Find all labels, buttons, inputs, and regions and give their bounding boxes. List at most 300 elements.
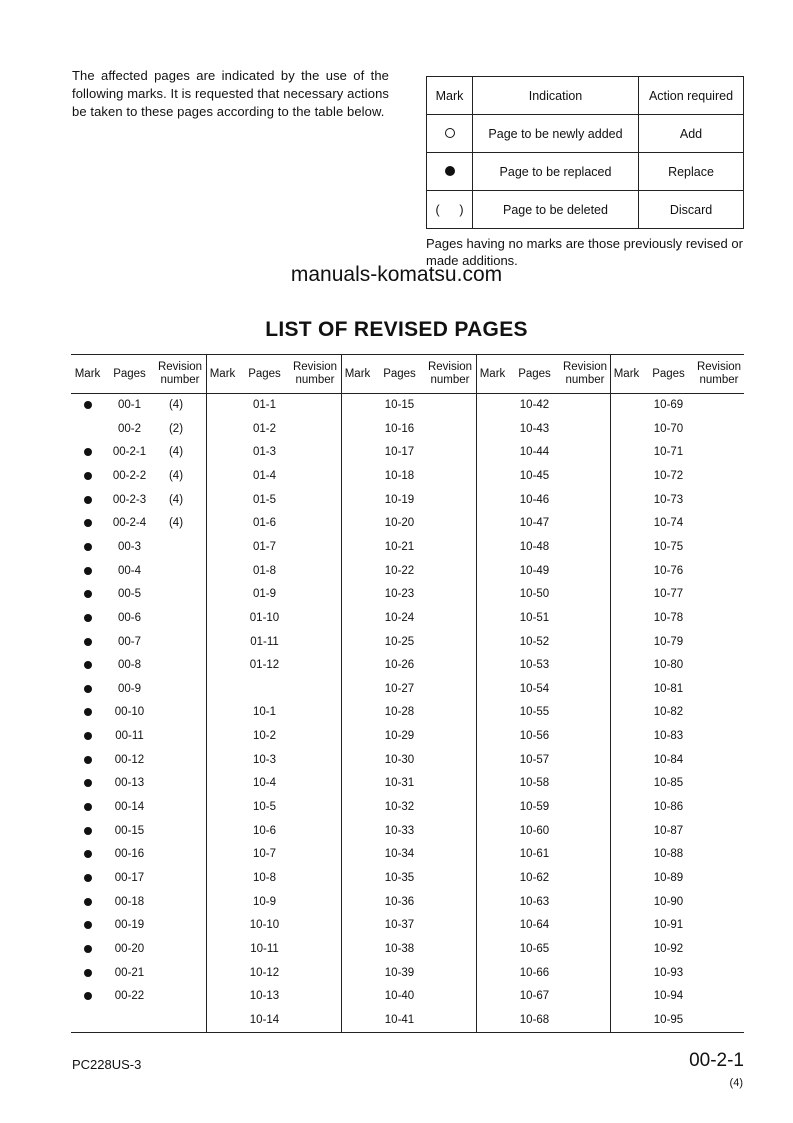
replaced-mark-icon xyxy=(84,898,92,906)
page-cell: 01-10 xyxy=(249,611,280,624)
page-cell: 00-11 xyxy=(115,730,144,743)
page-cell: 00-18 xyxy=(114,895,145,908)
page-cell: 10-94 xyxy=(653,990,684,1003)
page-cell: 00-12 xyxy=(114,753,145,766)
page-cell: 10-55 xyxy=(519,706,550,719)
revision-cell xyxy=(560,608,602,628)
legend-indication: Page to be newly added xyxy=(473,115,639,153)
revision-cell xyxy=(290,561,332,581)
revision-cell xyxy=(290,939,332,959)
revision-cell xyxy=(694,963,736,983)
revision-cell xyxy=(694,726,736,746)
revision-cell xyxy=(560,821,602,841)
page-cell: 10-24 xyxy=(384,611,415,624)
page-cell: 10-22 xyxy=(384,564,415,577)
page-cell: 10-20 xyxy=(384,517,415,530)
revision-cell xyxy=(560,750,602,770)
page-cell: 10-76 xyxy=(653,564,684,577)
revision-cell xyxy=(290,466,332,486)
page-cell: 10-51 xyxy=(519,611,550,624)
page-cell: 10-12 xyxy=(249,966,280,979)
revision-cell xyxy=(560,773,602,793)
column-group-divider xyxy=(341,355,342,1032)
page-cell xyxy=(104,1010,155,1030)
page-cell: 00-13 xyxy=(114,777,145,790)
revision-cell xyxy=(155,773,197,793)
revision-cell xyxy=(694,537,736,557)
header-rev: Revision number xyxy=(292,361,338,386)
page-cell: 10-61 xyxy=(519,848,550,861)
open-circle-icon xyxy=(445,128,455,138)
replaced-mark-icon xyxy=(84,496,92,504)
page-cell: 10-58 xyxy=(519,777,550,790)
page-cell: 10-40 xyxy=(384,990,415,1003)
page-cell: 00-2-1 xyxy=(112,446,147,459)
revision-cell xyxy=(694,490,736,510)
revision-cell xyxy=(290,844,332,864)
replaced-mark-icon xyxy=(84,401,92,409)
legend-header-mark: Mark xyxy=(427,77,473,115)
page-cell: 10-62 xyxy=(519,872,550,884)
revision-cell xyxy=(155,939,197,959)
revision-cell: (2) xyxy=(168,422,184,435)
legend-note: Pages having no marks are those previously revised or made additions. xyxy=(426,236,743,268)
model-name: PC228US-3 xyxy=(72,1057,142,1072)
revision-cell xyxy=(560,513,602,533)
revision-cell xyxy=(694,773,736,793)
column-group-divider xyxy=(610,355,611,1032)
page-cell: 10-60 xyxy=(519,824,550,837)
header-pages: Pages xyxy=(248,367,281,380)
revision-cell xyxy=(425,939,467,959)
revision-cell xyxy=(425,773,467,793)
paren-left: ( xyxy=(435,202,440,217)
revision-cell: (4) xyxy=(168,517,184,530)
replaced-mark-icon xyxy=(84,969,92,977)
revision-cell xyxy=(560,844,602,864)
revision-cell xyxy=(155,726,197,746)
revision-cell xyxy=(155,608,197,628)
revision-cell xyxy=(155,561,197,581)
page-cell: 10-35 xyxy=(384,872,415,884)
revision-cell xyxy=(155,1010,197,1030)
page-cell: 10-79 xyxy=(653,635,684,648)
page-cell: 10-50 xyxy=(519,588,550,601)
page-cell: 10-39 xyxy=(384,966,415,979)
revision-cell xyxy=(694,1010,736,1030)
page-cell: 10-92 xyxy=(653,942,684,955)
page-cell: 10-17 xyxy=(384,446,415,459)
page-cell: 00-14 xyxy=(114,801,145,814)
revision-cell xyxy=(425,632,467,652)
header-pages: Pages xyxy=(518,367,551,380)
revision-cell xyxy=(425,726,467,746)
page-cell: 10-9 xyxy=(252,895,277,908)
revision-cell xyxy=(290,608,332,628)
revision-cell xyxy=(155,986,197,1006)
page-cell: 10-38 xyxy=(384,942,415,955)
revision-cell xyxy=(290,1010,332,1030)
page-cell: 10-86 xyxy=(653,801,684,814)
revision-cell xyxy=(290,419,332,439)
header-rev: Revision number xyxy=(562,361,608,386)
revision-cell xyxy=(694,679,736,699)
replaced-mark-icon xyxy=(84,638,92,646)
page-cell: 10-15 xyxy=(384,399,415,411)
page-cell: 10-10 xyxy=(249,919,280,932)
page-cell: 10-85 xyxy=(653,777,684,790)
revision-cell xyxy=(290,963,332,983)
watermark-text: manuals-komatsu.com xyxy=(290,263,503,286)
revision-cell xyxy=(694,561,736,581)
revision-cell xyxy=(694,986,736,1006)
revision-cell xyxy=(290,726,332,746)
page-cell: 00-19 xyxy=(114,919,145,932)
page-cell: 10-56 xyxy=(519,730,550,743)
revision-cell xyxy=(560,868,602,888)
page-cell: 10-74 xyxy=(653,517,684,530)
revision-cell xyxy=(290,868,332,888)
page-cell: 10-8 xyxy=(252,872,277,884)
replaced-mark-icon xyxy=(84,921,92,929)
page-cell: 10-81 xyxy=(653,682,684,695)
page-cell: 10-67 xyxy=(519,990,550,1003)
page-cell: 00-8 xyxy=(117,659,142,672)
replaced-mark-icon xyxy=(84,661,92,669)
page-cell: 10-71 xyxy=(653,446,684,459)
legend-mark-cell xyxy=(427,115,473,153)
page-cell: 10-95 xyxy=(653,1013,684,1026)
header-mark: Mark xyxy=(344,367,371,380)
revision-cell xyxy=(560,466,602,486)
replaced-mark-icon xyxy=(84,708,92,716)
revision-cell xyxy=(425,915,467,935)
revision-cell xyxy=(425,844,467,864)
revision-cell xyxy=(425,537,467,557)
header-pages: Pages xyxy=(383,367,416,380)
revision-cell xyxy=(155,584,197,604)
header-pages: Pages xyxy=(113,367,146,380)
page-cell: 10-11 xyxy=(250,942,279,955)
revision-cell xyxy=(290,821,332,841)
page-cell: 10-45 xyxy=(519,469,550,482)
revision-cell xyxy=(560,797,602,817)
revision-cell xyxy=(694,844,736,864)
page-cell: 01-11 xyxy=(250,635,279,648)
page-cell: 01-1 xyxy=(252,399,277,411)
revision-cell xyxy=(694,632,736,652)
replaced-mark-icon xyxy=(84,614,92,622)
revision-cell xyxy=(155,844,197,864)
page-cell: 10-31 xyxy=(384,777,415,790)
page-cell: 01-7 xyxy=(252,540,277,553)
revision-cell xyxy=(290,679,332,699)
parentheses-mark xyxy=(436,203,464,217)
page-cell: 10-14 xyxy=(249,1013,280,1026)
revision-cell xyxy=(694,892,736,912)
revision-cell xyxy=(290,632,332,652)
marks-legend-table xyxy=(426,76,744,229)
page-cell: 00-2 xyxy=(117,422,142,435)
revision-cell xyxy=(155,868,197,888)
revision-cell xyxy=(425,1010,467,1030)
revision-cell xyxy=(694,442,736,462)
revision-cell xyxy=(155,702,197,722)
page-cell: 10-84 xyxy=(653,753,684,766)
revision-cell xyxy=(694,821,736,841)
page-cell: 00-5 xyxy=(117,588,142,601)
header-rev: Revision number xyxy=(157,361,203,386)
revision-cell xyxy=(560,915,602,935)
page-cell: 10-70 xyxy=(653,422,684,435)
page-cell: 10-65 xyxy=(519,942,550,955)
replaced-mark-icon xyxy=(84,732,92,740)
legend-row-replace xyxy=(427,153,744,191)
page-cell: 10-26 xyxy=(384,659,415,672)
revision-cell xyxy=(290,490,332,510)
revision-cell xyxy=(560,632,602,652)
legend-mark-cell xyxy=(427,153,473,191)
header-rev: Revision number xyxy=(427,361,473,386)
page-cell: 10-77 xyxy=(653,588,684,601)
revision-cell xyxy=(425,797,467,817)
revision-cell xyxy=(694,915,736,935)
page-cell: 10-93 xyxy=(653,966,684,979)
page-cell: 10-88 xyxy=(653,848,684,861)
page-cell: 10-4 xyxy=(252,777,277,790)
revision-cell xyxy=(425,608,467,628)
revision-cell xyxy=(290,702,332,722)
page-cell: 10-1 xyxy=(252,706,277,719)
revision-cell: (4) xyxy=(168,399,184,411)
revision-cell xyxy=(560,986,602,1006)
revision-cell xyxy=(290,986,332,1006)
page-cell: 00-9 xyxy=(117,682,142,695)
page-cell: 01-9 xyxy=(252,588,277,601)
replaced-mark-icon xyxy=(84,685,92,693)
paren-right: ) xyxy=(459,202,464,217)
revision-cell xyxy=(425,821,467,841)
page-cell: 10-7 xyxy=(252,848,277,861)
revision-cell xyxy=(560,537,602,557)
page-cell: 10-48 xyxy=(519,540,550,553)
page-cell: 10-47 xyxy=(519,517,550,530)
revision-cell xyxy=(425,868,467,888)
revision-cell xyxy=(560,442,602,462)
replaced-mark-icon xyxy=(84,827,92,835)
revision-cell xyxy=(694,939,736,959)
page-cell: 10-36 xyxy=(384,895,415,908)
page-cell: 00-6 xyxy=(117,611,142,624)
page-cell: 10-53 xyxy=(519,659,550,672)
filled-circle-icon xyxy=(445,166,455,176)
page-cell: 10-80 xyxy=(653,659,684,672)
page-cell: 10-21 xyxy=(384,540,415,553)
page-cell: 00-17 xyxy=(114,872,145,884)
revision-cell xyxy=(155,892,197,912)
revision-cell xyxy=(694,419,736,439)
revision-cell xyxy=(694,702,736,722)
legend-action: Replace xyxy=(639,153,744,191)
page-cell: 10-5 xyxy=(252,801,277,814)
replaced-mark-icon xyxy=(84,543,92,551)
page-title: LIST OF REVISED PAGES xyxy=(265,318,528,341)
revision-cell xyxy=(560,1010,602,1030)
revision-cell xyxy=(425,986,467,1006)
replaced-mark-icon xyxy=(84,590,92,598)
revision-cell xyxy=(560,939,602,959)
legend-indication: Page to be replaced xyxy=(473,153,639,191)
page-cell: 01-12 xyxy=(249,659,280,672)
revision-cell xyxy=(560,395,602,415)
page-cell: 10-41 xyxy=(384,1013,415,1026)
revision-cell xyxy=(694,608,736,628)
page-cell: 10-75 xyxy=(653,540,684,553)
page-cell: 10-34 xyxy=(384,848,415,861)
revision-cell xyxy=(290,773,332,793)
header-mark: Mark xyxy=(209,367,236,380)
page-cell: 00-2-2 xyxy=(112,469,147,482)
page-cell: 10-37 xyxy=(384,919,415,932)
revision-cell xyxy=(694,868,736,888)
revision-cell xyxy=(425,561,467,581)
page-cell: 00-3 xyxy=(117,540,142,553)
revision-cell xyxy=(560,655,602,675)
page-cell: 10-6 xyxy=(252,824,277,837)
column-group-divider xyxy=(206,355,207,1032)
revision-cell xyxy=(560,679,602,699)
legend-header-action: Action required xyxy=(639,77,744,115)
replaced-mark-icon xyxy=(84,519,92,527)
page-cell: 10-43 xyxy=(519,422,550,435)
revision-cell xyxy=(560,892,602,912)
page-cell: 00-7 xyxy=(117,635,142,648)
replaced-mark-icon xyxy=(84,992,92,1000)
revision-cell xyxy=(290,655,332,675)
page-cell: 10-27 xyxy=(384,682,415,695)
page-cell: 10-13 xyxy=(249,990,280,1003)
page-cell: 10-29 xyxy=(384,730,415,743)
page-cell: 10-83 xyxy=(653,730,684,743)
header-mark: Mark xyxy=(479,367,506,380)
page-cell: 10-63 xyxy=(519,895,550,908)
revision-cell: (4) xyxy=(168,469,184,482)
page-cell: 10-42 xyxy=(519,399,550,411)
revision-cell xyxy=(425,679,467,699)
page-cell: 10-57 xyxy=(519,753,550,766)
revised-pages-table xyxy=(71,354,744,1033)
page-cell: 10-87 xyxy=(653,824,684,837)
revision-cell xyxy=(560,702,602,722)
page-cell: 10-44 xyxy=(519,446,550,459)
legend-action: Discard xyxy=(639,191,744,229)
revision-cell xyxy=(560,963,602,983)
replaced-mark-icon xyxy=(84,567,92,575)
page-cell: 10-3 xyxy=(252,753,277,766)
revision-cell xyxy=(425,419,467,439)
revision-cell xyxy=(290,513,332,533)
page-cell: 10-66 xyxy=(519,966,550,979)
page-cell: 10-68 xyxy=(519,1013,550,1026)
revision-cell xyxy=(694,655,736,675)
page-cell: 01-3 xyxy=(252,446,277,459)
page-revision: (4) xyxy=(729,1077,743,1089)
page-cell: 10-23 xyxy=(384,588,415,601)
revision-cell xyxy=(560,490,602,510)
revision-cell xyxy=(290,892,332,912)
page-cell: 01-6 xyxy=(252,517,277,530)
page-cell: 00-21 xyxy=(114,966,145,979)
revision-cell xyxy=(155,632,197,652)
page-cell: 10-54 xyxy=(519,682,550,695)
revision-cell xyxy=(290,395,332,415)
page-cell: 01-5 xyxy=(252,493,277,506)
revision-cell xyxy=(694,797,736,817)
header-rev: Revision number xyxy=(696,361,742,386)
column-group-divider xyxy=(476,355,477,1032)
page-cell: 10-59 xyxy=(519,801,550,814)
revision-cell xyxy=(425,490,467,510)
page-cell: 00-4 xyxy=(117,564,142,577)
revision-cell xyxy=(290,442,332,462)
revision-cell xyxy=(694,750,736,770)
page-cell: 10-33 xyxy=(384,824,415,837)
revision-cell xyxy=(560,726,602,746)
header-mark: Mark xyxy=(74,367,101,380)
page-cell: 00-1 xyxy=(117,399,142,411)
legend-row-discard xyxy=(427,191,744,229)
replaced-mark-icon xyxy=(84,448,92,456)
revision-cell xyxy=(155,537,197,557)
page-cell: 00-20 xyxy=(114,942,145,955)
page-number: 00-2-1 xyxy=(689,1050,744,1071)
page-cell: 10-2 xyxy=(252,730,277,743)
revision-cell xyxy=(290,750,332,770)
revision-cell xyxy=(425,584,467,604)
page-cell: 00-10 xyxy=(114,706,145,719)
page-cell: 10-18 xyxy=(384,469,415,482)
replaced-mark-icon xyxy=(84,779,92,787)
page-cell: 10-52 xyxy=(519,635,550,648)
replaced-mark-icon xyxy=(84,874,92,882)
header-divider xyxy=(71,393,744,394)
page-cell: 00-2-3 xyxy=(112,493,147,506)
revision-cell xyxy=(425,513,467,533)
revision-cell xyxy=(560,561,602,581)
header-mark: Mark xyxy=(613,367,640,380)
replaced-mark-icon xyxy=(84,803,92,811)
revision-cell: (4) xyxy=(168,446,184,459)
page-cell: 10-28 xyxy=(384,706,415,719)
page-cell: 00-15 xyxy=(114,824,145,837)
revision-cell xyxy=(155,797,197,817)
revision-cell xyxy=(425,702,467,722)
page-cell: 10-69 xyxy=(653,399,684,411)
page-cell: 10-46 xyxy=(519,493,550,506)
page-cell: 10-49 xyxy=(519,564,550,577)
page-cell: 01-2 xyxy=(252,422,277,435)
header-pages: Pages xyxy=(652,367,685,380)
page-cell: 10-16 xyxy=(384,422,415,435)
page-cell: 10-82 xyxy=(653,706,684,719)
revision-cell xyxy=(425,892,467,912)
page-cell: 10-89 xyxy=(653,872,684,884)
intro-text: The affected pages are indicated by the use of the following marks. It is requested that necessary actions be taken to these pages according to the table below. xyxy=(72,68,389,119)
revision-cell xyxy=(155,963,197,983)
page-cell: 10-72 xyxy=(653,469,684,482)
page-cell: 00-16 xyxy=(114,848,145,861)
page-cell: 01-8 xyxy=(252,564,277,577)
